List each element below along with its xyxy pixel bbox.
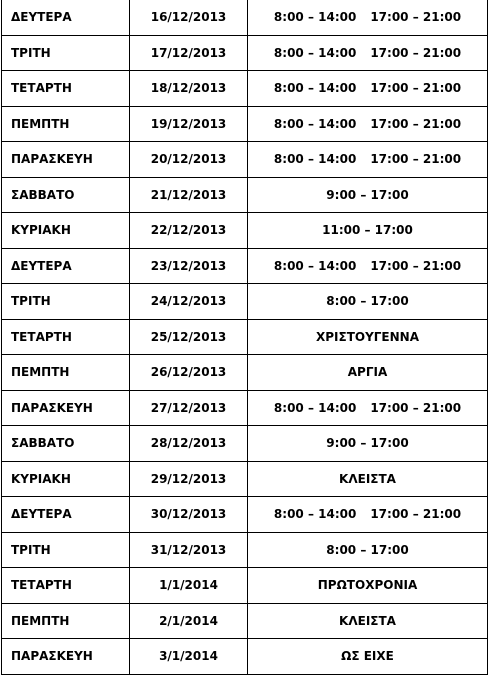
hours-text: ΧΡΙΣΤΟΥΓΕΝΝΑ (315, 329, 419, 344)
evening-hours: 17:00 – 21:00 (370, 10, 462, 25)
day-cell: ΔΕΥΤΕΡΑ (2, 0, 130, 35)
date-cell: 24/12/2013 (130, 284, 248, 320)
table-row (2, 248, 488, 284)
date-cell: 27/12/2013 (130, 390, 248, 426)
date-cell: 30/12/2013 (130, 497, 248, 533)
table-row (2, 213, 488, 249)
hours-cell (248, 426, 488, 462)
day-cell: ΤΡΙΤΗ (2, 35, 130, 71)
date-cell: 19/12/2013 (130, 106, 248, 142)
date-cell: 21/12/2013 (130, 177, 248, 213)
hours-cell (248, 284, 488, 320)
day-cell: ΠΑΡΑΣΚΕΥΗ (2, 639, 130, 675)
hours-text: ΚΛΕΙΣΤΑ (339, 613, 396, 628)
date-cell: 23/12/2013 (130, 248, 248, 284)
table-row (2, 142, 488, 178)
opening-hours-table-body (2, 0, 488, 674)
hours-cell (248, 248, 488, 284)
evening-hours: 17:00 – 21:00 (370, 116, 462, 131)
day-cell: ΚΥΡΙΑΚΗ (2, 213, 130, 249)
day-cell: ΤΕΤΑΡΤΗ (2, 71, 130, 107)
morning-hours: 8:00 – 14:00 (273, 10, 357, 25)
date-cell: 18/12/2013 (130, 71, 248, 107)
hours-text: 9:00 – 17:00 (326, 187, 409, 202)
hours-cell (248, 390, 488, 426)
hours-text: 9:00 – 17:00 (326, 436, 409, 451)
hours-cell (248, 142, 488, 178)
evening-hours: 17:00 – 21:00 (370, 400, 462, 415)
evening-hours: 17:00 – 21:00 (370, 81, 462, 96)
morning-hours: 8:00 – 14:00 (273, 258, 357, 273)
hours-cell (248, 177, 488, 213)
day-cell: ΣΑΒΒΑΤΟ (2, 177, 130, 213)
morning-hours: 8:00 – 14:00 (273, 152, 357, 167)
day-cell: ΠΑΡΑΣΚΕΥΗ (2, 390, 130, 426)
hours-cell (248, 603, 488, 639)
evening-hours: 17:00 – 21:00 (370, 45, 462, 60)
day-cell: ΔΕΥΤΕΡΑ (2, 248, 130, 284)
hours-text: ΑΡΓΙΑ (347, 365, 388, 380)
opening-hours-table (1, 0, 488, 675)
date-cell: 22/12/2013 (130, 213, 248, 249)
table-row (2, 106, 488, 142)
hours-cell (248, 106, 488, 142)
date-cell: 1/1/2014 (130, 568, 248, 604)
hours-text: ΚΛΕΙΣΤΑ (339, 471, 396, 486)
hours-cell (248, 497, 488, 533)
morning-hours: 8:00 – 14:00 (273, 116, 357, 131)
date-cell: 16/12/2013 (130, 0, 248, 35)
date-cell: 20/12/2013 (130, 142, 248, 178)
hours-cell (248, 639, 488, 675)
day-cell: ΤΕΤΑΡΤΗ (2, 319, 130, 355)
table-row (2, 390, 488, 426)
table-row (2, 71, 488, 107)
date-cell: 29/12/2013 (130, 461, 248, 497)
hours-text: 11:00 – 17:00 (322, 223, 413, 238)
table-row (2, 355, 488, 391)
morning-hours: 8:00 – 14:00 (273, 45, 357, 60)
table-row (2, 532, 488, 568)
hours-cell (248, 355, 488, 391)
table-row (2, 568, 488, 604)
evening-hours: 17:00 – 21:00 (370, 507, 462, 522)
morning-hours: 8:00 – 14:00 (273, 400, 357, 415)
date-cell: 3/1/2014 (130, 639, 248, 675)
hours-cell (248, 35, 488, 71)
day-cell: ΤΕΤΑΡΤΗ (2, 568, 130, 604)
date-cell: 25/12/2013 (130, 319, 248, 355)
table-row (2, 177, 488, 213)
hours-cell (248, 71, 488, 107)
table-row (2, 461, 488, 497)
table-row (2, 0, 488, 35)
table-row (2, 319, 488, 355)
day-cell: ΤΡΙΤΗ (2, 284, 130, 320)
date-cell: 31/12/2013 (130, 532, 248, 568)
evening-hours: 17:00 – 21:00 (370, 258, 462, 273)
table-row (2, 426, 488, 462)
date-cell: 2/1/2014 (130, 603, 248, 639)
hours-text: ΠΡΩΤΟΧΡΟΝΙΑ (317, 578, 418, 593)
table-row (2, 639, 488, 675)
day-cell: ΠΕΜΠΤΗ (2, 355, 130, 391)
day-cell: ΔΕΥΤΕΡΑ (2, 497, 130, 533)
day-cell: ΤΡΙΤΗ (2, 532, 130, 568)
morning-hours: 8:00 – 14:00 (273, 507, 357, 522)
hours-text: 8:00 – 17:00 (326, 294, 409, 309)
day-cell: ΠΕΜΠΤΗ (2, 603, 130, 639)
day-cell: ΣΑΒΒΑΤΟ (2, 426, 130, 462)
table-row (2, 35, 488, 71)
morning-hours: 8:00 – 14:00 (273, 81, 357, 96)
table-row (2, 284, 488, 320)
hours-cell (248, 568, 488, 604)
day-cell: ΠΑΡΑΣΚΕΥΗ (2, 142, 130, 178)
hours-text: ΩΣ ΕΙΧΕ (341, 649, 394, 664)
day-cell: ΚΥΡΙΑΚΗ (2, 461, 130, 497)
hours-cell (248, 461, 488, 497)
date-cell: 28/12/2013 (130, 426, 248, 462)
hours-cell (248, 532, 488, 568)
date-cell: 17/12/2013 (130, 35, 248, 71)
hours-cell (248, 0, 488, 35)
day-cell: ΠΕΜΠΤΗ (2, 106, 130, 142)
hours-text: 8:00 – 17:00 (326, 542, 409, 557)
evening-hours: 17:00 – 21:00 (370, 152, 462, 167)
date-cell: 26/12/2013 (130, 355, 248, 391)
table-row (2, 497, 488, 533)
hours-cell (248, 319, 488, 355)
table-row (2, 603, 488, 639)
hours-cell (248, 213, 488, 249)
